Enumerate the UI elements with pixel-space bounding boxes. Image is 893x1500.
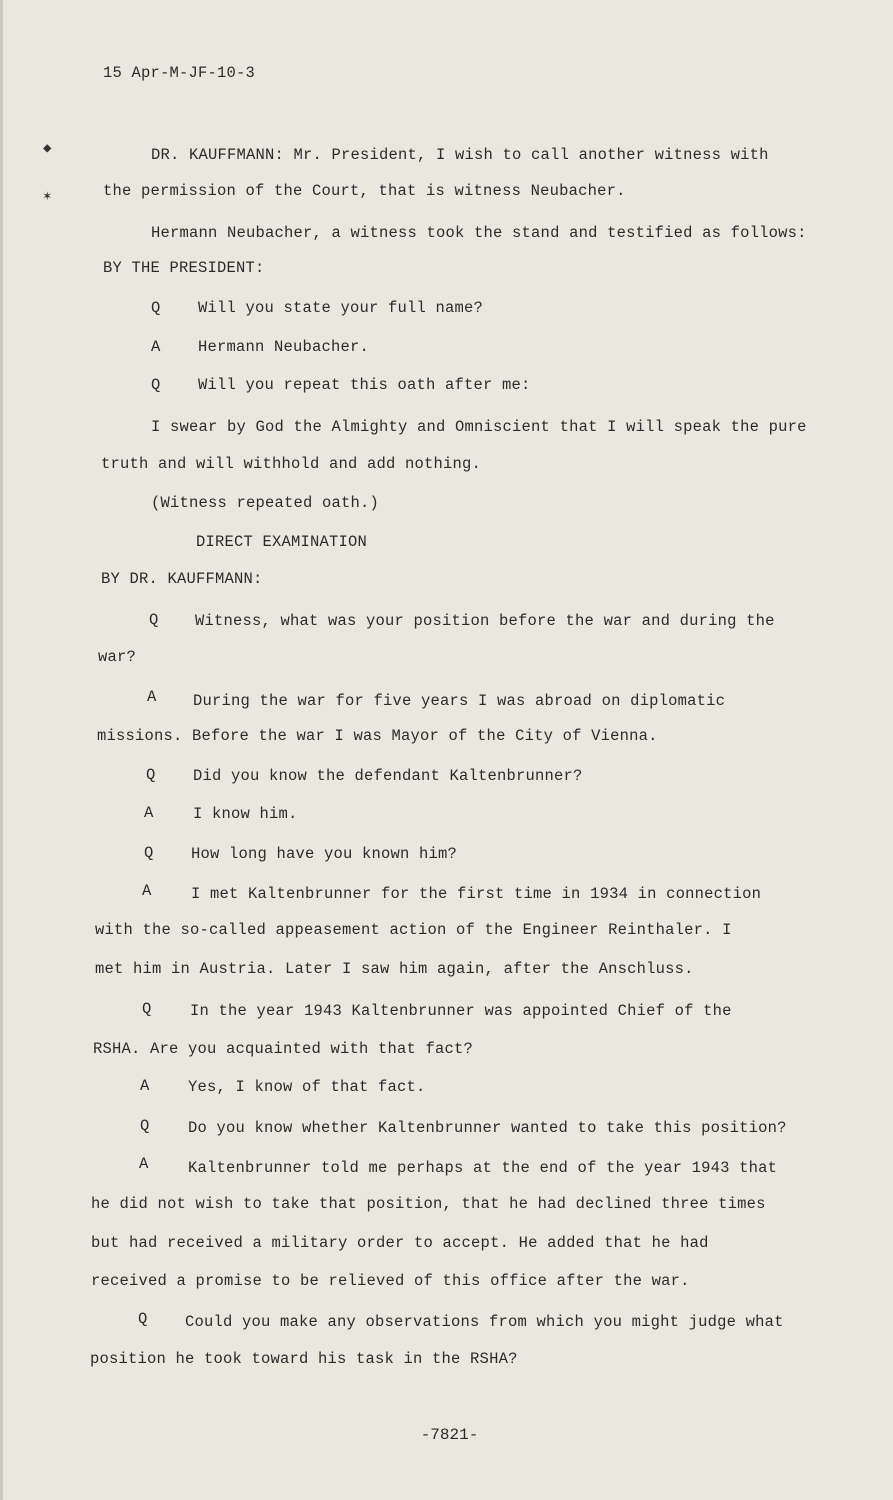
text-line: I know him. [193, 805, 298, 823]
text-line: Do you know whether Kaltenbrunner wanted to take this position? [188, 1119, 787, 1137]
text-line: Will you repeat this oath after me: [198, 376, 531, 394]
text-line: but had received a military order to accept. He added that he had [91, 1234, 709, 1252]
text-line: (Witness repeated oath.) [151, 494, 380, 512]
margin-star-mark: ✶ [43, 189, 52, 205]
qa-tag: Q [140, 1117, 150, 1135]
text-line: war? [98, 648, 137, 666]
text-line: met him in Austria. Later I saw him again, after the Anschluss. [95, 960, 694, 978]
qa-tag: Q [138, 1310, 148, 1328]
qa-tag: A [140, 1077, 150, 1095]
qa-tag: A [139, 1155, 149, 1173]
text-line: Yes, I know of that fact. [188, 1078, 426, 1096]
text-line: Kaltenbrunner told me perhaps at the end of the year 1943 that [188, 1159, 778, 1177]
qa-tag: Q [142, 1000, 152, 1018]
text-line: received a promise to be relieved of this office after the war. [91, 1272, 690, 1290]
text-line: I met Kaltenbrunner for the first time in 1934 in connection [191, 885, 762, 903]
text-line: During the war for five years I was abroad on diplomatic [193, 692, 726, 710]
text-line: with the so-called appeasement action of the Engineer Reinthaler. I [95, 921, 732, 939]
text-line: missions. Before the war I was Mayor of the City of Vienna. [97, 727, 658, 745]
page-number: -7821- [420, 1426, 479, 1444]
section-heading: DIRECT EXAMINATION [196, 533, 368, 551]
qa-tag: Q [151, 376, 161, 394]
text-line: I swear by God the Almighty and Omniscient that I will speak the pure [151, 418, 807, 436]
text-line: position he took toward his task in the RSHA? [90, 1350, 518, 1368]
section-heading: BY THE PRESIDENT: [103, 259, 265, 277]
qa-tag: Q [146, 766, 156, 784]
text-line: Hermann Neubacher, a witness took the stand and testified as follows: [151, 224, 807, 242]
qa-tag: A [144, 804, 154, 822]
margin-diamond-mark: ◆ [43, 141, 52, 157]
text-line: Witness, what was your position before the war and during the [195, 612, 775, 630]
text-line: Will you state your full name? [198, 299, 484, 317]
text-line: How long have you known him? [191, 845, 458, 863]
text-line: Did you know the defendant Kaltenbrunner? [193, 767, 583, 785]
text-line: DR. KAUFFMANN: Mr. President, I wish to call another witness with [151, 146, 769, 164]
qa-tag: Q [151, 299, 161, 317]
text-line: the permission of the Court, that is witness Neubacher. [103, 182, 626, 200]
text-line: truth and will withhold and add nothing. [101, 455, 482, 473]
qa-tag: A [147, 688, 157, 706]
text-line: In the year 1943 Kaltenbrunner was appointed Chief of the [190, 1002, 732, 1020]
text-line: RSHA. Are you acquainted with that fact? [93, 1040, 474, 1058]
text-line: Could you make any observations from which you might judge what [185, 1313, 784, 1331]
qa-tag: A [151, 338, 161, 356]
qa-tag: A [142, 882, 152, 900]
section-heading: BY DR. KAUFFMANN: [101, 570, 263, 588]
qa-tag: Q [144, 844, 154, 862]
qa-tag: Q [149, 611, 159, 629]
text-line: he did not wish to take that position, that he had declined three times [91, 1195, 766, 1213]
header-ref: 15 Apr-M-JF-10-3 [103, 64, 256, 82]
text-line: Hermann Neubacher. [198, 338, 370, 356]
